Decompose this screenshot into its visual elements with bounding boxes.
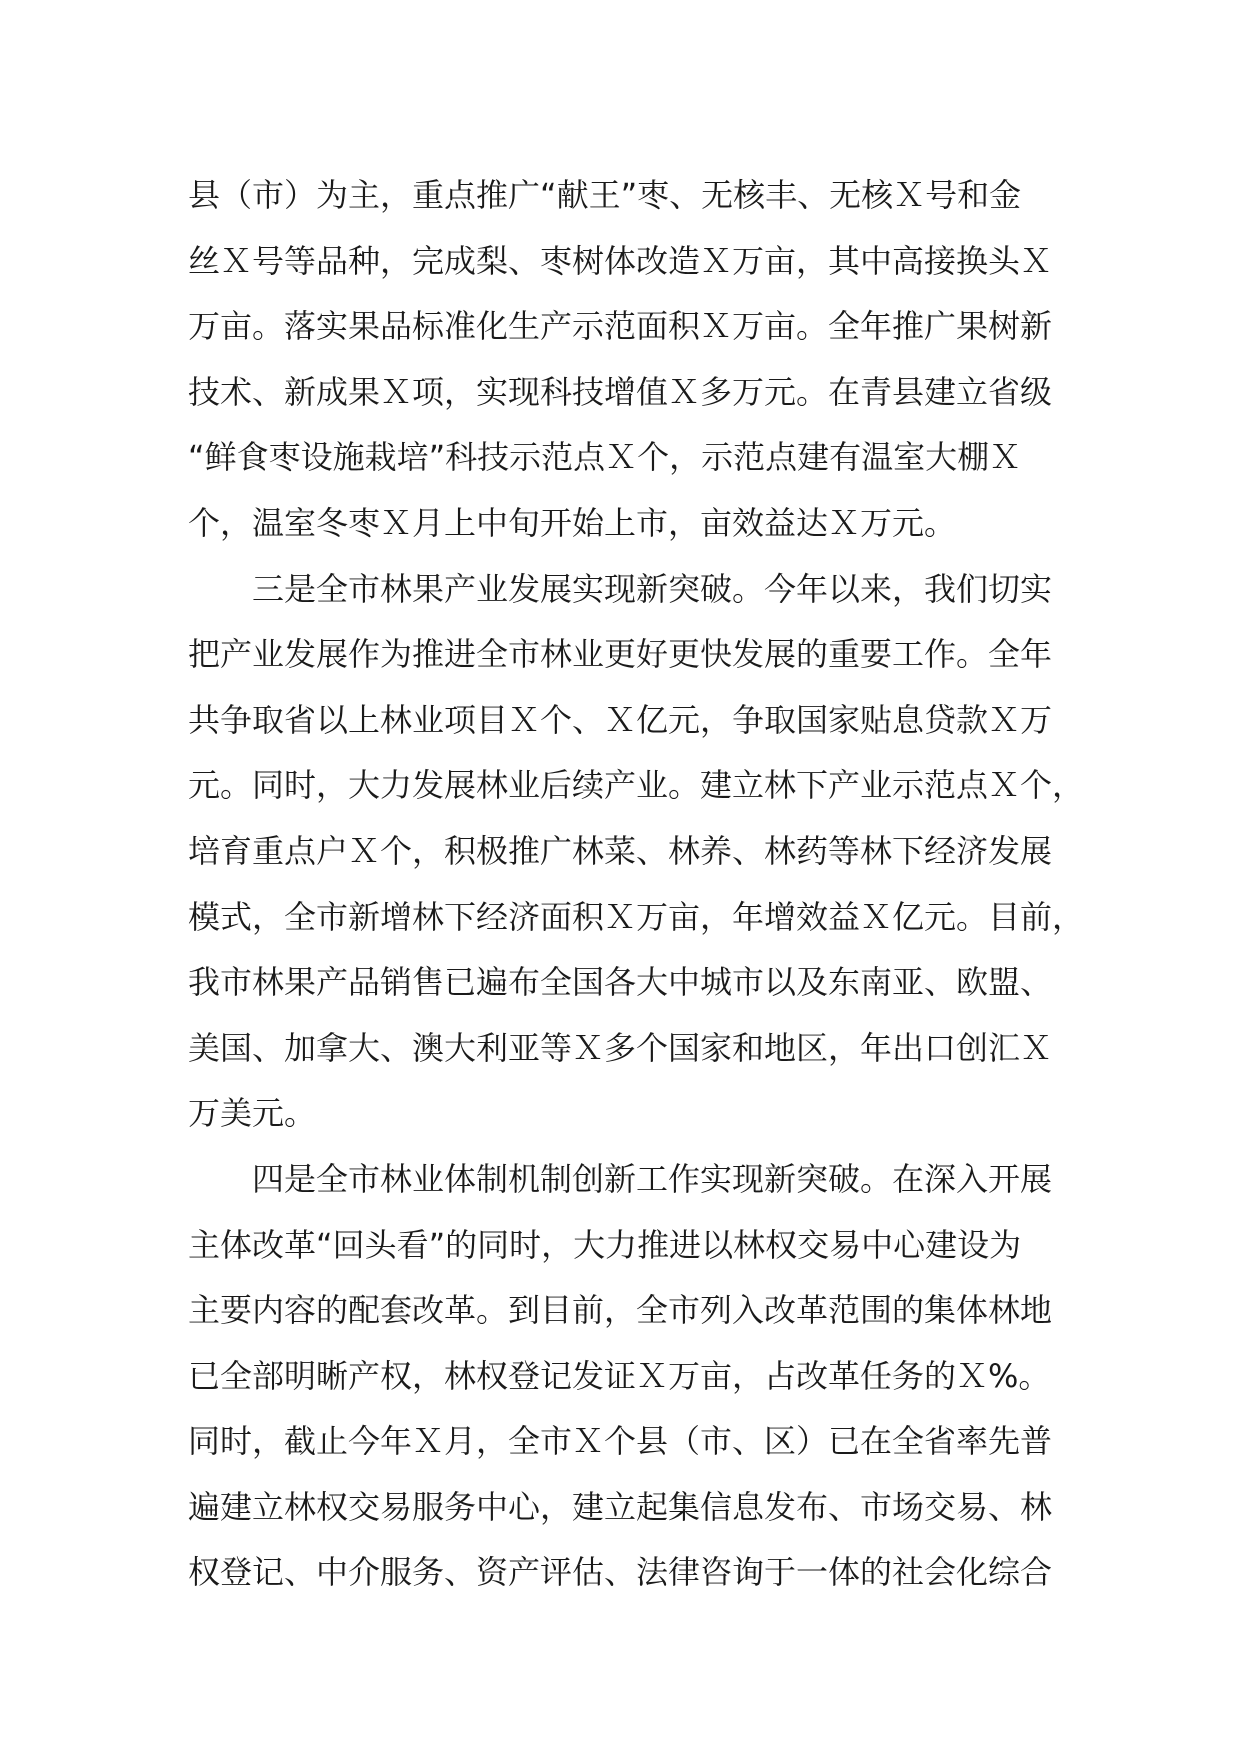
text-line: 主要内容的配套改革。到目前，全市列入改革范围的集体林地 <box>188 1291 1053 1330</box>
text-line: 已全部明晰产权，林权登记发证Ｘ万亩，占改革任务的Ｘ%。 <box>188 1356 1051 1395</box>
text-line: 县（市）为主，重点推广“献王”枣、无核丰、无核Ｘ号和金 <box>188 176 1022 214</box>
document-body <box>188 163 1088 1606</box>
text-line: 万美元。 <box>188 1094 317 1133</box>
text-line: 遍建立林权交易服务中心，建立起集信息发布、市场交易、林 <box>188 1487 1053 1526</box>
text-line: 把产业发展作为推进全市林业更好更快发展的重要工作。全年 <box>188 635 1053 674</box>
text-line: 权登记、中介服务、资产评估、法律咨询于一体的社会化综合 <box>188 1553 1053 1592</box>
text-line: 我市林果产品销售已遍布全国各大中城市以及东南亚、欧盟、 <box>188 963 1053 1002</box>
text-line: 个，温室冬枣Ｘ月上中旬开始上市，亩效益达Ｘ万元。 <box>188 503 957 542</box>
text-line: “鲜食枣设施栽培”科技示范点Ｘ个，示范点建有温室大棚Ｘ <box>188 438 1022 477</box>
text-line: 技术、新成果Ｘ项，实现科技增值Ｘ多万元。在青县建立省级 <box>188 372 1053 411</box>
text-line: 元。同时，大力发展林业后续产业。建立林下产业示范点Ｘ个， <box>188 766 1085 805</box>
paragraph-3-line: 三是全市林果产业发展实现新突破。今年以来，我们切实 <box>188 569 1053 608</box>
text-line: 培育重点户Ｘ个，积极推广林菜、林养、林药等林下经济发展 <box>188 831 1053 870</box>
text-line: 主体改革“回头看”的同时，大力推进以林权交易中心建设为 <box>188 1225 1022 1264</box>
text-line: 丝Ｘ号等品种，完成梨、枣树体改造Ｘ万亩，其中高接换头Ｘ <box>188 241 1053 280</box>
text-line: 共争取省以上林业项目Ｘ个、Ｘ亿元，争取国家贴息贷款Ｘ万 <box>188 700 1053 739</box>
text-line: 万亩。落实果品标准化生产示范面积Ｘ万亩。全年推广果树新 <box>188 307 1053 346</box>
text-line: 同时，截止今年Ｘ月，全市Ｘ个县（市、区）已在全省率先普 <box>188 1422 1053 1461</box>
text-line: 模式，全市新增林下经济面积Ｘ万亩，年增效益Ｘ亿元。目前， <box>188 897 1085 936</box>
text-line: 美国、加拿大、澳大利亚等Ｘ多个国家和地区，年出口创汇Ｘ <box>188 1028 1053 1067</box>
paragraph-4-line: 四是全市林业体制机制创新工作实现新突破。在深入开展 <box>188 1159 1053 1198</box>
